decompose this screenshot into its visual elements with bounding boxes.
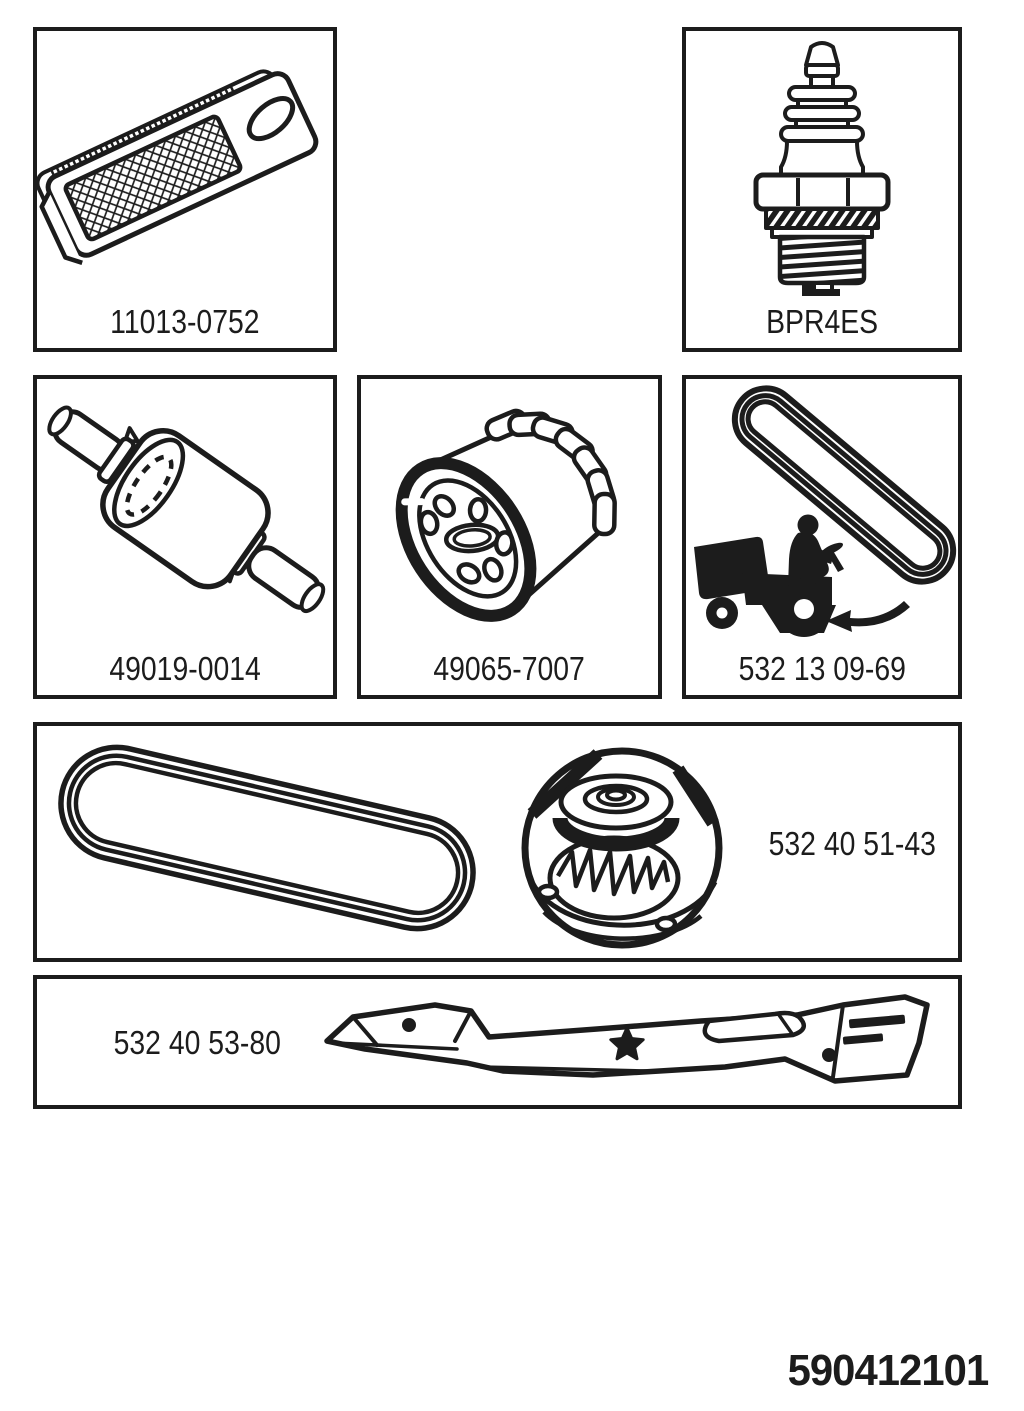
part-number-label: 532 40 51-43 (768, 825, 936, 862)
part-box-air-filter (33, 27, 337, 352)
riding-mower-icon (694, 515, 845, 638)
spindle-assembly-icon (525, 751, 719, 945)
arrow-left-icon (826, 601, 910, 632)
part-number-label: 532 40 53-80 (113, 1024, 281, 1061)
part-box-deck-belt-and-spindle (33, 722, 962, 962)
part-number-label: 11013-0752 (110, 303, 260, 340)
part-number-label: 532 13 09-69 (738, 650, 906, 687)
part-box-oil-filter (357, 375, 662, 699)
part-box-fuel-filter (33, 375, 337, 699)
oil-filter-illustration (361, 379, 658, 645)
part-box-blade (33, 975, 962, 1109)
part-number-label: 49065-7007 (433, 650, 586, 687)
belt-with-tractor-illustration (686, 379, 958, 643)
part-number-label: 49019-0014 (109, 650, 261, 687)
air-filter-illustration (37, 31, 333, 297)
part-box-ground-drive-belt (682, 375, 962, 699)
spark-plug-illustration (686, 31, 958, 299)
fuel-filter-illustration (37, 379, 333, 645)
document-number: 590412101 (787, 1346, 988, 1395)
part-number-label: BPR4ES (765, 303, 878, 340)
part-box-spark-plug (682, 27, 962, 352)
